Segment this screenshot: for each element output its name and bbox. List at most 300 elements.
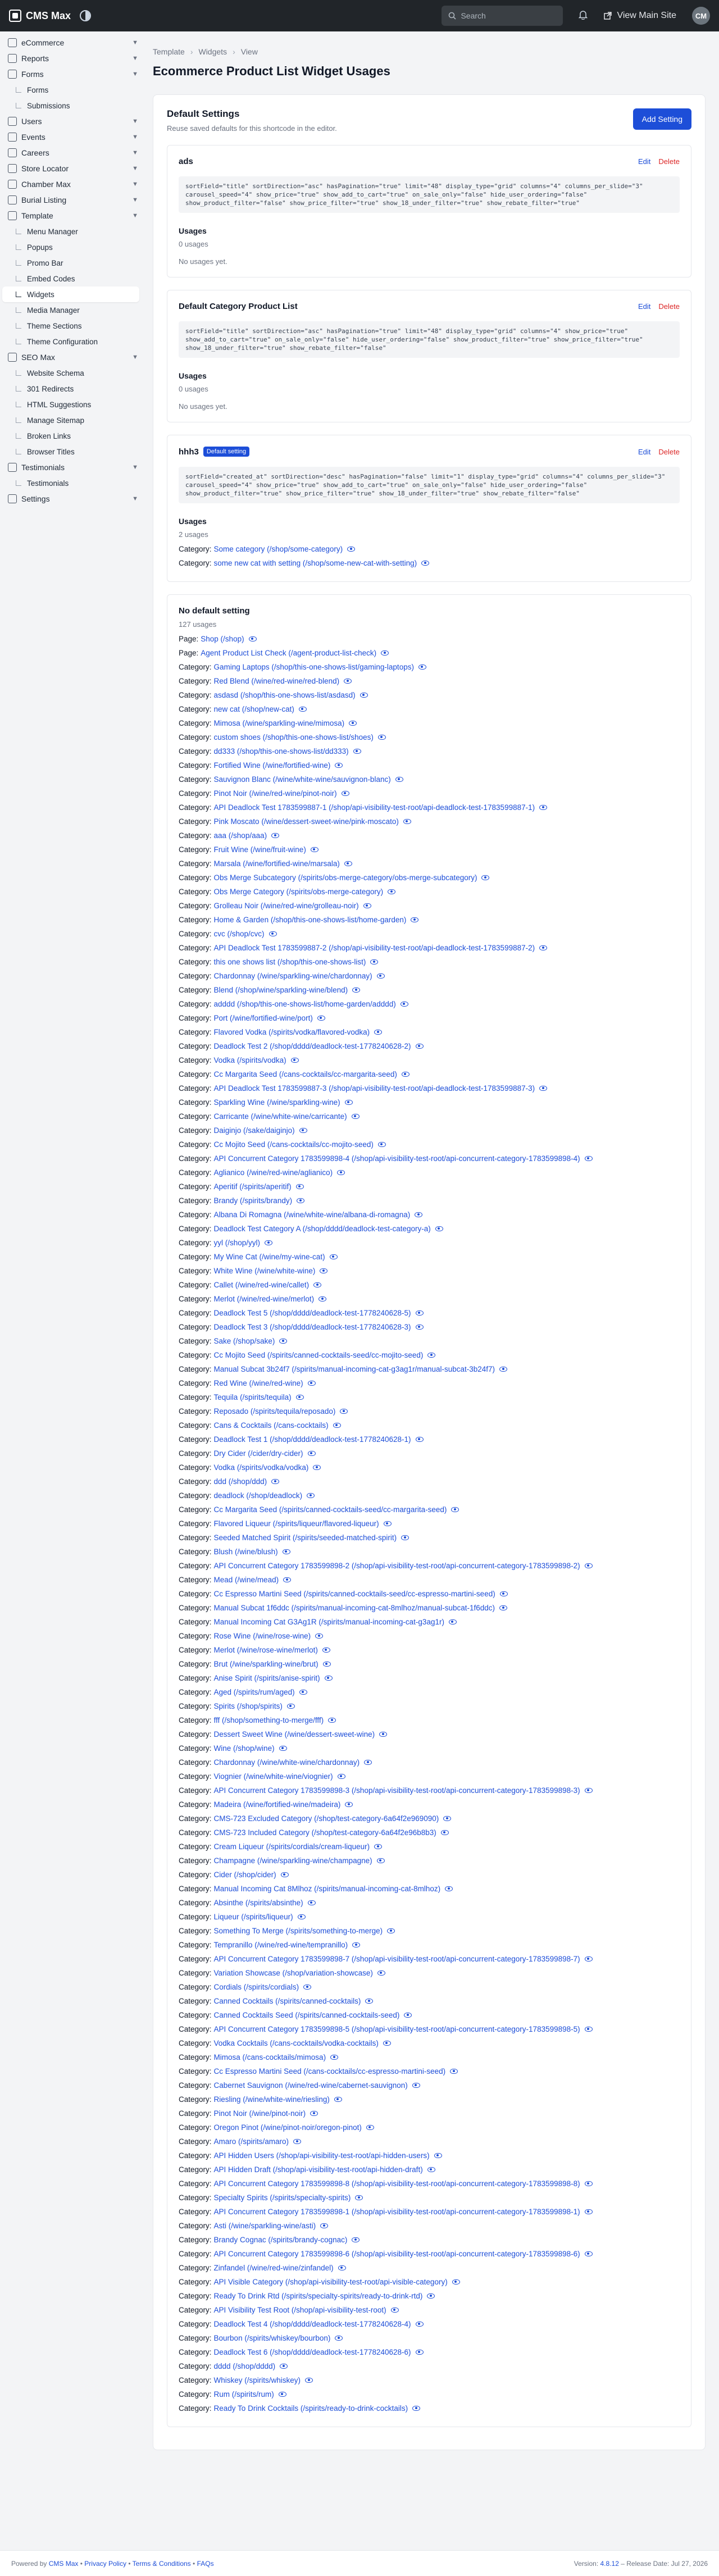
usage-link[interactable]: Dry Cider (/cider/dry-cider) bbox=[213, 1449, 303, 1458]
usage-link[interactable]: dddd (/shop/dddd) bbox=[213, 2362, 276, 2370]
eye-icon[interactable] bbox=[323, 1662, 331, 1667]
usage-link[interactable]: API Concurrent Category 1783599898-1 (/shop/api-visibility-test-root/api-concurrent-category-1783599898-1) bbox=[213, 2208, 580, 2216]
eye-icon[interactable] bbox=[353, 749, 361, 754]
eye-icon[interactable] bbox=[320, 1268, 327, 1273]
eye-icon[interactable] bbox=[401, 1002, 408, 1007]
eye-icon[interactable] bbox=[402, 1072, 409, 1077]
usage-link[interactable]: Mead (/wine/mead) bbox=[213, 1576, 279, 1584]
cms-max-link[interactable]: CMS Max bbox=[48, 2559, 79, 2568]
usage-link[interactable]: Cc Mojito Seed (/cans-cocktails/cc-mojito-seed) bbox=[213, 1140, 374, 1149]
sidebar-subitem-media-manager[interactable] bbox=[0, 302, 144, 318]
eye-icon[interactable] bbox=[412, 2083, 420, 2088]
eye-icon[interactable] bbox=[427, 1353, 435, 1358]
eye-icon[interactable] bbox=[401, 1535, 409, 1540]
usage-link[interactable]: Sparkling Wine (/wine/sparkling-wine) bbox=[213, 1098, 340, 1107]
eye-icon[interactable] bbox=[427, 2293, 435, 2299]
eye-icon[interactable] bbox=[344, 861, 352, 866]
usage-link[interactable]: Aged (/spirits/rum/aged) bbox=[213, 1688, 295, 1696]
sidebar-subitem-submissions[interactable] bbox=[0, 98, 144, 113]
eye-icon[interactable] bbox=[249, 636, 257, 641]
eye-icon[interactable] bbox=[391, 2308, 399, 2313]
eye-icon[interactable] bbox=[387, 1928, 395, 1933]
eye-icon[interactable] bbox=[499, 1367, 507, 1372]
notifications-bell-icon[interactable] bbox=[579, 10, 588, 22]
usage-link[interactable]: Flavored Liqueur (/spirits/liqueur/flavored-liqueur) bbox=[213, 1519, 379, 1528]
sidebar-subitem-popups[interactable] bbox=[0, 239, 144, 255]
usage-link[interactable]: Pinot Noir (/wine/pinot-noir) bbox=[213, 2109, 306, 2118]
usage-link[interactable]: API Hidden Draft (/shop/api-visibility-test-root/api-hidden-draft) bbox=[213, 2165, 423, 2174]
eye-icon[interactable] bbox=[441, 1830, 449, 1835]
eye-icon[interactable] bbox=[539, 805, 547, 810]
usage-link[interactable]: Oregon Pinot (/wine/pinot-noir/oregon-pinot) bbox=[213, 2123, 362, 2132]
user-avatar[interactable]: CM bbox=[692, 7, 710, 25]
eye-icon[interactable] bbox=[411, 917, 418, 922]
usage-link[interactable]: Vodka (/spirits/vodka/vodka) bbox=[213, 1463, 309, 1472]
usage-link[interactable]: Chardonnay (/wine/white-wine/chardonnay) bbox=[213, 1758, 360, 1767]
view-main-site-link[interactable] bbox=[603, 11, 676, 21]
eye-icon[interactable] bbox=[377, 1970, 385, 1976]
eye-icon[interactable] bbox=[416, 1310, 424, 1316]
sidebar-item-store-locator[interactable] bbox=[0, 161, 144, 176]
eye-icon[interactable] bbox=[415, 1212, 422, 1217]
usage-link[interactable]: Champagne (/wine/sparkling-wine/champagne) bbox=[213, 1856, 372, 1865]
eye-icon[interactable] bbox=[370, 959, 378, 964]
usage-link[interactable]: API Concurrent Category 1783599898-7 (/shop/api-visibility-test-root/api-concurrent-category-1783599898-7) bbox=[213, 1955, 580, 1963]
delete-button[interactable]: Delete bbox=[658, 302, 680, 311]
breadcrumb-widgets[interactable]: Widgets bbox=[198, 47, 227, 56]
usage-link[interactable]: Tequila (/spirits/tequila) bbox=[213, 1393, 292, 1401]
eye-icon[interactable] bbox=[352, 1942, 360, 1947]
usage-link[interactable]: Manual Subcat 1f6ddc (/spirits/manual-incoming-cat-8mlhoz/manual-subcat-1f6ddc) bbox=[213, 1604, 495, 1612]
sidebar-item-seo-max[interactable] bbox=[0, 349, 144, 365]
eye-icon[interactable] bbox=[377, 973, 385, 978]
usage-link[interactable]: API Concurrent Category 1783599898-4 (/shop/api-visibility-test-root/api-concurrent-category-1783599898-4) bbox=[213, 1154, 580, 1163]
usage-link[interactable]: API Deadlock Test 1783599887-2 (/shop/api-visibility-test-root/api-deadlock-test-1783599887-2) bbox=[213, 944, 535, 952]
usage-link[interactable]: Port (/wine/fortified-wine/port) bbox=[213, 1014, 313, 1022]
usage-link[interactable]: cvc (/shop/cvc) bbox=[213, 930, 265, 938]
eye-icon[interactable] bbox=[265, 1240, 272, 1245]
eye-icon[interactable] bbox=[366, 2125, 374, 2130]
eye-icon[interactable] bbox=[308, 1900, 316, 1905]
eye-icon[interactable] bbox=[378, 1142, 386, 1147]
eye-icon[interactable] bbox=[443, 1816, 451, 1821]
eye-icon[interactable] bbox=[384, 1521, 392, 1526]
usage-link[interactable]: this one shows list (/shop/this-one-shows-list) bbox=[213, 958, 366, 966]
usage-link[interactable]: Cc Margarita Seed (/spirits/canned-cocktails-seed/cc-margarita-seed) bbox=[213, 1505, 447, 1514]
usage-link[interactable]: Pink Moscato (/wine/dessert-sweet-wine/pink-moscato) bbox=[213, 817, 399, 826]
usage-link[interactable]: Madeira (/wine/fortified-wine/madeira) bbox=[213, 1800, 341, 1809]
usage-link[interactable]: Amaro (/spirits/amaro) bbox=[213, 2137, 289, 2146]
version-link[interactable]: 4.8.12 bbox=[600, 2559, 619, 2568]
usage-link[interactable]: Deadlock Test 1 (/shop/dddd/deadlock-test-1778240628-1) bbox=[213, 1435, 411, 1444]
eye-icon[interactable] bbox=[364, 1760, 372, 1765]
usage-link[interactable]: API Concurrent Category 1783599898-2 (/shop/api-visibility-test-root/api-concurrent-category-1783599898-2) bbox=[213, 1562, 580, 1570]
sidebar-item-users[interactable] bbox=[0, 113, 144, 129]
eye-icon[interactable] bbox=[585, 2209, 593, 2214]
usage-link[interactable]: Chardonnay (/wine/sparkling-wine/chardonnay) bbox=[213, 972, 372, 980]
eye-icon[interactable] bbox=[349, 721, 357, 726]
sidebar-subitem-widgets[interactable] bbox=[2, 286, 139, 302]
usage-link[interactable]: Canned Cocktails Seed (/spirits/canned-cocktails-seed) bbox=[213, 2011, 400, 2019]
eye-icon[interactable] bbox=[435, 1226, 443, 1231]
usage-link[interactable]: API Visible Category (/shop/api-visibility-test-root/api-visible-category) bbox=[213, 2278, 448, 2286]
usage-link[interactable]: Manual Subcat 3b24f7 (/spirits/manual-incoming-cat-g3ag1r/manual-subcat-3b24f7) bbox=[213, 1365, 495, 1373]
usage-link[interactable]: Flavored Vodka (/spirits/vodka/flavored-vodka) bbox=[213, 1028, 370, 1036]
usage-link[interactable]: Red Blend (/wine/red-wine/red-blend) bbox=[213, 677, 340, 685]
usage-link[interactable]: Deadlock Test Category A (/shop/dddd/deadlock-test-category-a) bbox=[213, 1225, 431, 1233]
usage-link[interactable]: Cider (/shop/cider) bbox=[213, 1870, 276, 1879]
usage-link[interactable]: Obs Merge Subcategory (/spirits/obs-merge-category/obs-merge-subcategory) bbox=[213, 873, 477, 882]
sidebar-subitem-manage-sitemap[interactable] bbox=[0, 412, 144, 428]
sidebar-item-template[interactable] bbox=[0, 208, 144, 224]
usage-link[interactable]: aaa (/shop/aaa) bbox=[213, 831, 267, 840]
usage-link[interactable]: Fortified Wine (/wine/fortified-wine) bbox=[213, 761, 331, 770]
usage-link[interactable]: adddd (/shop/this-one-shows-list/home-garden/adddd) bbox=[213, 1000, 396, 1008]
usage-link[interactable]: Deadlock Test 6 (/shop/dddd/deadlock-test-1778240628-6) bbox=[213, 2348, 411, 2356]
eye-icon[interactable] bbox=[318, 1296, 326, 1301]
usage-link[interactable]: Cordials (/spirits/cordials) bbox=[213, 1983, 299, 1991]
usage-link[interactable]: Home & Garden (/shop/this-one-shows-list/home-garden) bbox=[213, 916, 407, 924]
usage-link[interactable]: Cc Margarita Seed (/cans-cocktails/cc-margarita-seed) bbox=[213, 1070, 397, 1078]
eye-icon[interactable] bbox=[280, 2364, 288, 2369]
usage-link[interactable]: Blend (/shop/wine/sparkling-wine/blend) bbox=[213, 986, 348, 994]
sidebar-subitem-theme-sections[interactable] bbox=[0, 318, 144, 334]
eye-icon[interactable] bbox=[279, 2392, 286, 2397]
eye-icon[interactable] bbox=[345, 1802, 353, 1807]
eye-icon[interactable] bbox=[450, 2069, 458, 2074]
eye-icon[interactable] bbox=[363, 903, 371, 908]
eye-icon[interactable] bbox=[379, 1732, 387, 1737]
sidebar-item-reports[interactable] bbox=[0, 51, 144, 66]
eye-icon[interactable] bbox=[352, 2237, 360, 2242]
usage-link[interactable]: Specialty Spirits (/spirits/specialty-spirits) bbox=[213, 2193, 351, 2202]
sidebar-subitem-301-redirects[interactable] bbox=[0, 381, 144, 397]
edit-button[interactable]: Edit bbox=[638, 447, 651, 456]
usage-link[interactable]: Callet (/wine/red-wine/callet) bbox=[213, 1281, 310, 1289]
eye-icon[interactable] bbox=[299, 707, 307, 712]
usage-link[interactable]: deadlock (/shop/deadlock) bbox=[213, 1491, 303, 1500]
usage-link[interactable]: Liqueur (/spirits/liqueur) bbox=[213, 1913, 293, 1921]
eye-icon[interactable] bbox=[279, 1746, 287, 1751]
eye-icon[interactable] bbox=[395, 777, 403, 782]
usage-link[interactable]: API Hidden Users (/shop/api-visibility-test-root/api-hidden-users) bbox=[213, 2151, 430, 2160]
eye-icon[interactable] bbox=[416, 2322, 424, 2327]
faqs-link[interactable]: FAQs bbox=[197, 2559, 214, 2568]
usage-link[interactable]: Fruit Wine (/wine/fruit-wine) bbox=[213, 845, 306, 854]
eye-icon[interactable] bbox=[299, 1128, 307, 1133]
usage-link[interactable]: Ready To Drink Rtd (/spirits/specialty-spirits/ready-to-drink-rtd) bbox=[213, 2292, 423, 2300]
usage-link[interactable]: Something To Merge (/spirits/something-to-merge) bbox=[213, 1927, 383, 1935]
eye-icon[interactable] bbox=[585, 1156, 593, 1161]
eye-icon[interactable] bbox=[340, 1409, 348, 1414]
usage-link[interactable]: new cat (/shop/new-cat) bbox=[213, 705, 294, 713]
sidebar-subitem-embed-codes[interactable] bbox=[0, 271, 144, 286]
eye-icon[interactable] bbox=[283, 1577, 291, 1582]
eye-icon[interactable] bbox=[315, 1633, 323, 1639]
usage-link[interactable]: Rum (/spirits/rum) bbox=[213, 2390, 274, 2398]
sidebar-item-ecommerce[interactable] bbox=[0, 35, 144, 51]
usage-link[interactable]: Dessert Sweet Wine (/wine/dessert-sweet-wine) bbox=[213, 1730, 375, 1738]
usage-link[interactable]: API Concurrent Category 1783599898-6 (/shop/api-visibility-test-root/api-concurrent-category-1783599898-6) bbox=[213, 2250, 580, 2258]
usage-link[interactable]: Some category (/shop/some-category) bbox=[213, 545, 343, 553]
usage-link[interactable]: Carricante (/wine/white-wine/carricante) bbox=[213, 1112, 347, 1121]
usage-link[interactable]: Riesling (/wine/white-wine/riesling) bbox=[213, 2095, 330, 2104]
eye-icon[interactable] bbox=[585, 2181, 593, 2186]
eye-icon[interactable] bbox=[352, 987, 360, 993]
delete-button[interactable]: Delete bbox=[658, 447, 680, 456]
sidebar-item-careers[interactable] bbox=[0, 145, 144, 161]
usage-link[interactable]: My Wine Cat (/wine/my-wine-cat) bbox=[213, 1253, 325, 1261]
usage-link[interactable]: Whiskey (/spirits/whiskey) bbox=[213, 2376, 301, 2384]
usage-link[interactable]: Viognier (/wine/white-wine/viognier) bbox=[213, 1772, 333, 1781]
eye-icon[interactable] bbox=[281, 1872, 289, 1877]
eye-icon[interactable] bbox=[311, 847, 318, 852]
eye-icon[interactable] bbox=[378, 735, 386, 740]
usage-link[interactable]: CMS-723 Included Category (/shop/test-category-6a64f2e96b8b3) bbox=[213, 1828, 436, 1837]
usage-link[interactable]: API Deadlock Test 1783599887-3 (/shop/api-visibility-test-root/api-deadlock-test-1783599887-3) bbox=[213, 1084, 535, 1093]
usage-link[interactable]: fff (/shop/something-to-merge/fff) bbox=[213, 1716, 324, 1724]
eye-icon[interactable] bbox=[271, 1479, 279, 1484]
sidebar-subitem-broken-links[interactable] bbox=[0, 428, 144, 444]
eye-icon[interactable] bbox=[381, 650, 389, 656]
edit-button[interactable]: Edit bbox=[638, 157, 651, 166]
usage-link[interactable]: Spirits (/shop/spirits) bbox=[213, 1702, 283, 1710]
eye-icon[interactable] bbox=[365, 1999, 373, 2004]
usage-link[interactable]: Manual Incoming Cat 8Mlhoz (/spirits/manual-incoming-cat-8mlhoz) bbox=[213, 1885, 441, 1893]
usage-link[interactable]: dd333 (/shop/this-one-shows-list/dd333) bbox=[213, 747, 349, 755]
eye-icon[interactable] bbox=[416, 2350, 424, 2355]
usage-link[interactable]: Cabernet Sauvignon (/wine/red-wine/cabernet-sauvignon) bbox=[213, 2081, 408, 2090]
usage-link[interactable]: Cc Espresso Martini Seed (/spirits/canned-cocktails-seed/cc-espresso-martini-seed) bbox=[213, 1590, 495, 1598]
eye-icon[interactable] bbox=[330, 2055, 338, 2060]
add-setting-button[interactable]: Add Setting bbox=[633, 108, 691, 130]
eye-icon[interactable] bbox=[297, 1198, 304, 1203]
usage-link[interactable]: Bourbon (/spirits/whiskey/bourbon) bbox=[213, 2334, 331, 2342]
eye-icon[interactable] bbox=[421, 561, 429, 566]
eye-icon[interactable] bbox=[308, 1451, 316, 1456]
usage-link[interactable]: Merlot (/wine/rose-wine/merlot) bbox=[213, 1646, 318, 1654]
eye-icon[interactable] bbox=[330, 1254, 338, 1259]
usage-link[interactable]: Merlot (/wine/red-wine/merlot) bbox=[213, 1295, 315, 1303]
eye-icon[interactable] bbox=[445, 1886, 453, 1891]
eye-icon[interactable] bbox=[449, 1619, 457, 1624]
usage-link[interactable]: Marsala (/wine/fortified-wine/marsala) bbox=[213, 859, 340, 868]
brand[interactable] bbox=[9, 10, 71, 22]
eye-icon[interactable] bbox=[374, 1844, 382, 1849]
usage-link[interactable]: Agent Product List Check (/agent-product-list-check) bbox=[201, 649, 377, 657]
eye-icon[interactable] bbox=[451, 1507, 459, 1512]
eye-icon[interactable] bbox=[347, 547, 355, 552]
usage-link[interactable]: Pinot Noir (/wine/red-wine/pinot-noir) bbox=[213, 789, 337, 798]
eye-icon[interactable] bbox=[320, 2223, 328, 2228]
eye-icon[interactable] bbox=[303, 1985, 311, 1990]
usage-link[interactable]: Seeded Matched Spirit (/spirits/seeded-matched-spirit) bbox=[213, 1533, 397, 1542]
eye-icon[interactable] bbox=[283, 1549, 290, 1554]
usage-link[interactable]: yyl (/shop/yyl) bbox=[213, 1239, 261, 1247]
usage-link[interactable]: Deadlock Test 4 (/shop/dddd/deadlock-test-1778240628-4) bbox=[213, 2320, 411, 2328]
terms-link[interactable]: Terms & Conditions bbox=[132, 2559, 191, 2568]
eye-icon[interactable] bbox=[313, 1465, 321, 1470]
eye-icon[interactable] bbox=[416, 1044, 424, 1049]
eye-icon[interactable] bbox=[434, 2153, 442, 2158]
eye-icon[interactable] bbox=[383, 2041, 391, 2046]
sidebar-subitem-menu-manager[interactable] bbox=[0, 224, 144, 239]
eye-icon[interactable] bbox=[305, 2378, 313, 2383]
eye-icon[interactable] bbox=[500, 1591, 508, 1596]
usage-link[interactable]: Ready To Drink Cocktails (/spirits/ready-to-drink-cocktails) bbox=[213, 2404, 408, 2413]
eye-icon[interactable] bbox=[585, 2251, 593, 2256]
usage-link[interactable]: Variation Showcase (/shop/variation-showcase) bbox=[213, 1969, 373, 1977]
usage-link[interactable]: custom shoes (/shop/this-one-shows-list/shoes) bbox=[213, 733, 374, 741]
usage-link[interactable]: Wine (/shop/wine) bbox=[213, 1744, 275, 1753]
usage-link[interactable]: Absinthe (/spirits/absinthe) bbox=[213, 1899, 303, 1907]
eye-icon[interactable] bbox=[344, 679, 352, 684]
theme-toggle-icon[interactable] bbox=[80, 10, 91, 21]
eye-icon[interactable] bbox=[452, 2279, 460, 2284]
eye-icon[interactable] bbox=[481, 875, 489, 880]
eye-icon[interactable] bbox=[403, 819, 411, 824]
sidebar-subitem-html-suggestions[interactable] bbox=[0, 397, 144, 412]
eye-icon[interactable] bbox=[342, 791, 349, 796]
eye-icon[interactable] bbox=[296, 1395, 304, 1400]
eye-icon[interactable] bbox=[418, 665, 426, 670]
usage-link[interactable]: Albana Di Romagna (/wine/white-wine/albana-di-romagna) bbox=[213, 1210, 411, 1219]
usage-link[interactable]: Rose Wine (/wine/rose-wine) bbox=[213, 1632, 311, 1640]
eye-icon[interactable] bbox=[352, 1114, 360, 1119]
usage-link[interactable]: Cans & Cocktails (/cans-cocktails) bbox=[213, 1421, 329, 1430]
usage-link[interactable]: Deadlock Test 5 (/shop/dddd/deadlock-test-1778240628-5) bbox=[213, 1309, 411, 1317]
eye-icon[interactable] bbox=[293, 2139, 301, 2144]
usage-link[interactable]: Vodka Cocktails (/cans-cocktails/vodka-cocktails) bbox=[213, 2039, 379, 2047]
eye-icon[interactable] bbox=[585, 1563, 593, 1568]
usage-link[interactable]: Tempranillo (/wine/red-wine/tempranillo) bbox=[213, 1941, 348, 1949]
usage-link[interactable]: Brandy (/spirits/brandy) bbox=[213, 1196, 293, 1205]
eye-icon[interactable] bbox=[310, 2111, 318, 2116]
usage-link[interactable]: API Concurrent Category 1783599898-5 (/shop/api-visibility-test-root/api-concurrent-category-1783599898-5) bbox=[213, 2025, 580, 2033]
eye-icon[interactable] bbox=[499, 1605, 507, 1610]
eye-icon[interactable] bbox=[416, 1325, 424, 1330]
privacy-policy-link[interactable]: Privacy Policy bbox=[84, 2559, 126, 2568]
eye-icon[interactable] bbox=[333, 1423, 341, 1428]
sidebar-subitem-website-schema[interactable] bbox=[0, 365, 144, 381]
usage-link[interactable]: Aglianico (/wine/red-wine/aglianico) bbox=[213, 1168, 333, 1177]
usage-link[interactable]: Aperitif (/spirits/aperitif) bbox=[213, 1182, 292, 1191]
usage-link[interactable]: Shop (/shop) bbox=[201, 635, 244, 643]
eye-icon[interactable] bbox=[298, 1914, 306, 1919]
usage-link[interactable]: Cream Liqueur (/spirits/cordials/cream-liqueur) bbox=[213, 1842, 370, 1851]
usage-link[interactable]: API Deadlock Test 1783599887-1 (/shop/api-visibility-test-root/api-deadlock-test-1783599887-1) bbox=[213, 803, 535, 812]
eye-icon[interactable] bbox=[338, 2265, 346, 2270]
eye-icon[interactable] bbox=[539, 945, 547, 950]
eye-icon[interactable] bbox=[412, 2406, 420, 2411]
usage-link[interactable]: Reposado (/spirits/tequila/reposado) bbox=[213, 1407, 336, 1416]
sidebar-subitem-testimonials[interactable] bbox=[0, 475, 144, 491]
eye-icon[interactable] bbox=[427, 2167, 435, 2172]
eye-icon[interactable] bbox=[317, 1016, 325, 1021]
eye-icon[interactable] bbox=[307, 1493, 315, 1498]
sidebar-item-burial-listing[interactable] bbox=[0, 192, 144, 208]
eye-icon[interactable] bbox=[334, 2097, 342, 2102]
eye-icon[interactable] bbox=[291, 1058, 299, 1063]
usage-link[interactable]: API Concurrent Category 1783599898-3 (/shop/api-visibility-test-root/api-concurrent-category-1783599898-3) bbox=[213, 1786, 580, 1795]
usage-link[interactable]: ddd (/shop/ddd) bbox=[213, 1477, 267, 1486]
sidebar-subitem-forms[interactable] bbox=[0, 82, 144, 98]
sidebar-item-testimonials[interactable] bbox=[0, 459, 144, 475]
usage-link[interactable]: Gaming Laptops (/shop/this-one-shows-list/gaming-laptops) bbox=[213, 663, 414, 671]
eye-icon[interactable] bbox=[337, 1170, 345, 1175]
usage-link[interactable]: Daiginjo (/sake/daiginjo) bbox=[213, 1126, 295, 1135]
usage-link[interactable]: API Concurrent Category 1783599898-8 (/shop/api-visibility-test-root/api-concurrent-category-1783599898-8) bbox=[213, 2179, 580, 2188]
eye-icon[interactable] bbox=[345, 1100, 353, 1105]
usage-link[interactable]: Brut (/wine/sparkling-wine/brut) bbox=[213, 1660, 318, 1668]
eye-icon[interactable] bbox=[279, 1339, 287, 1344]
usage-link[interactable]: Vodka (/spirits/vodka) bbox=[213, 1056, 286, 1064]
eye-icon[interactable] bbox=[313, 1282, 321, 1287]
usage-link[interactable]: CMS-723 Excluded Category (/shop/test-category-6a64f2e969090) bbox=[213, 1814, 439, 1823]
sidebar-subitem-browser-titles[interactable] bbox=[0, 444, 144, 459]
usage-link[interactable]: Manual Incoming Cat G3Ag1R (/spirits/manual-incoming-cat-g3ag1r) bbox=[213, 1618, 444, 1626]
usage-link[interactable]: Mimosa (/wine/sparkling-wine/mimosa) bbox=[213, 719, 345, 727]
eye-icon[interactable] bbox=[539, 1086, 547, 1091]
usage-link[interactable]: Sake (/shop/sake) bbox=[213, 1337, 275, 1345]
usage-link[interactable]: Cc Espresso Martini Seed (/cans-cocktails/cc-espresso-martini-seed) bbox=[213, 2067, 446, 2076]
usage-link[interactable]: Anise Spirit (/spirits/anise-spirit) bbox=[213, 1674, 320, 1682]
eye-icon[interactable] bbox=[328, 1718, 336, 1723]
usage-link[interactable]: Obs Merge Category (/spirits/obs-merge-category) bbox=[213, 888, 384, 896]
eye-icon[interactable] bbox=[335, 763, 343, 768]
search-input[interactable] bbox=[461, 11, 550, 20]
edit-button[interactable]: Edit bbox=[638, 302, 651, 311]
eye-icon[interactable] bbox=[338, 1774, 345, 1779]
eye-icon[interactable] bbox=[416, 1437, 424, 1442]
eye-icon[interactable] bbox=[355, 2195, 363, 2200]
usage-link[interactable]: Deadlock Test 3 (/shop/dddd/deadlock-test-1778240628-3) bbox=[213, 1323, 411, 1331]
sidebar-subitem-promo-bar[interactable] bbox=[0, 255, 144, 271]
usage-link[interactable]: White Wine (/wine/white-wine) bbox=[213, 1267, 316, 1275]
usage-link[interactable]: Grolleau Noir (/wine/red-wine/grolleau-noir) bbox=[213, 902, 359, 910]
eye-icon[interactable] bbox=[388, 889, 395, 894]
eye-icon[interactable] bbox=[335, 2336, 343, 2341]
eye-icon[interactable] bbox=[404, 2013, 412, 2018]
usage-link[interactable]: API Visibility Test Root (/shop/api-visibility-test-root) bbox=[213, 2306, 386, 2314]
usage-link[interactable]: Canned Cocktails (/spirits/canned-cocktails) bbox=[213, 1997, 361, 2005]
eye-icon[interactable] bbox=[585, 2027, 593, 2032]
breadcrumb-template[interactable]: Template bbox=[153, 47, 185, 56]
eye-icon[interactable] bbox=[299, 1690, 307, 1695]
eye-icon[interactable] bbox=[585, 1956, 593, 1961]
usage-link[interactable]: Blush (/wine/blush) bbox=[213, 1548, 278, 1556]
usage-link[interactable]: Cc Mojito Seed (/spirits/canned-cocktails-seed/cc-mojito-seed) bbox=[213, 1351, 424, 1359]
sidebar-item-settings[interactable] bbox=[0, 491, 144, 507]
eye-icon[interactable] bbox=[269, 931, 277, 936]
usage-link[interactable]: Asti (/wine/sparkling-wine/asti) bbox=[213, 2222, 316, 2230]
sidebar-item-chamber-max[interactable] bbox=[0, 176, 144, 192]
eye-icon[interactable] bbox=[325, 1676, 333, 1681]
delete-button[interactable]: Delete bbox=[658, 157, 680, 166]
eye-icon[interactable] bbox=[308, 1381, 316, 1386]
eye-icon[interactable] bbox=[322, 1647, 330, 1653]
usage-link[interactable]: Sauvignon Blanc (/wine/white-wine/sauvignon-blanc) bbox=[213, 775, 391, 784]
eye-icon[interactable] bbox=[585, 1788, 593, 1793]
eye-icon[interactable] bbox=[287, 1704, 295, 1709]
usage-link[interactable]: Mimosa (/cans-cocktails/mimosa) bbox=[213, 2053, 326, 2061]
eye-icon[interactable] bbox=[271, 833, 279, 838]
eye-icon[interactable] bbox=[360, 693, 368, 698]
usage-link[interactable]: Red Wine (/wine/red-wine) bbox=[213, 1379, 303, 1387]
usage-link[interactable]: Brandy Cognac (/spirits/brandy-cognac) bbox=[213, 2236, 348, 2244]
usage-link[interactable]: some new cat with setting (/shop/some-new-cat-with-setting) bbox=[213, 559, 417, 567]
eye-icon[interactable] bbox=[374, 1030, 382, 1035]
